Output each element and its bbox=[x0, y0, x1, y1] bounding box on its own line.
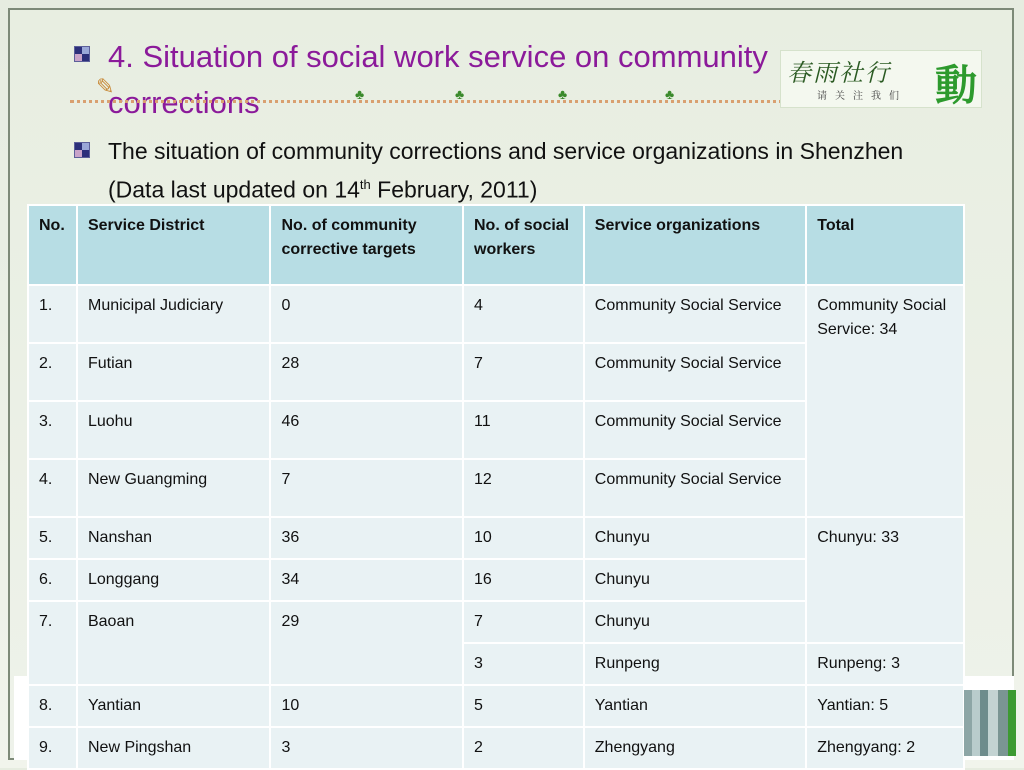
cell-workers: 12 bbox=[463, 459, 584, 517]
cell-org: Community Social Service bbox=[584, 459, 806, 517]
service-table bbox=[27, 204, 965, 770]
logo-big-text: 動 bbox=[934, 61, 977, 110]
cell-no: 4. bbox=[28, 459, 77, 517]
cell-workers: 16 bbox=[463, 559, 584, 601]
slide-title: 4. Situation of social work service on community corrections bbox=[108, 39, 768, 120]
cell-targets: 36 bbox=[270, 517, 463, 559]
cell-total-yantian: Yantian: 5 bbox=[806, 685, 964, 727]
book-icon: ✎ bbox=[96, 74, 115, 99]
cell-no: 7. bbox=[28, 601, 77, 685]
cell-workers: 7 bbox=[463, 601, 584, 643]
cell-workers: 5 bbox=[463, 685, 584, 727]
cell-district: Baoan bbox=[77, 601, 271, 685]
title-bullet-icon bbox=[74, 46, 90, 62]
table-row bbox=[28, 285, 964, 343]
col-header-district: Service District bbox=[77, 205, 271, 285]
table-row bbox=[28, 727, 964, 769]
table-header-row bbox=[28, 205, 964, 285]
cell-workers: 4 bbox=[463, 285, 584, 343]
cell-targets: 34 bbox=[270, 559, 463, 601]
cell-district: Longgang bbox=[77, 559, 271, 601]
cell-org: Yantian bbox=[584, 685, 806, 727]
subtitle-bullet-icon bbox=[74, 142, 90, 158]
cell-district: Futian bbox=[77, 343, 271, 401]
cell-total-runpeng: Runpeng: 3 bbox=[806, 643, 964, 685]
cell-org: Zhengyang bbox=[584, 727, 806, 769]
sprout-icon: ♣ bbox=[558, 86, 568, 102]
subtitle-text: The situation of community corrections and service organizations in Shenzhen (Data last updated on 14 bbox=[108, 138, 904, 203]
cell-org: Chunyu bbox=[584, 517, 806, 559]
cell-no: 5. bbox=[28, 517, 77, 559]
col-header-workers: No. of social workers bbox=[463, 205, 584, 285]
cell-workers: 2 bbox=[463, 727, 584, 769]
logo bbox=[780, 50, 982, 108]
cell-targets: 0 bbox=[270, 285, 463, 343]
subtitle bbox=[108, 134, 928, 207]
cell-org: Chunyu bbox=[584, 559, 806, 601]
cell-total-zhengyang: Zhengyang: 2 bbox=[806, 727, 964, 769]
cell-org: Community Social Service bbox=[584, 285, 806, 343]
cell-total-chunyu: Chunyu: 33 bbox=[806, 517, 964, 643]
decorative-vine bbox=[70, 100, 790, 109]
sprout-icon: ♣ bbox=[355, 86, 365, 102]
cell-district: New Guangming bbox=[77, 459, 271, 517]
cell-workers: 7 bbox=[463, 343, 584, 401]
cell-targets: 28 bbox=[270, 343, 463, 401]
cell-total-community: Community Social Service: 34 bbox=[806, 285, 964, 517]
logo-main-text: 春雨社行 bbox=[787, 59, 891, 87]
cell-no: 8. bbox=[28, 685, 77, 727]
logo-sub-text: 请关注我们 bbox=[817, 91, 907, 102]
cell-targets: 3 bbox=[270, 727, 463, 769]
cell-no: 3. bbox=[28, 401, 77, 459]
table-row bbox=[28, 517, 964, 559]
table-row bbox=[28, 685, 964, 727]
cell-workers: 10 bbox=[463, 517, 584, 559]
cell-district: New Pingshan bbox=[77, 727, 271, 769]
col-header-targets: No. of community corrective targets bbox=[270, 205, 463, 285]
cell-district: Yantian bbox=[77, 685, 271, 727]
cell-org: Chunyu bbox=[584, 601, 806, 643]
cell-no: 1. bbox=[28, 285, 77, 343]
subtitle-sup: th bbox=[359, 177, 371, 192]
cell-org: Community Social Service bbox=[584, 343, 806, 401]
cell-targets: 46 bbox=[270, 401, 463, 459]
sprout-icon: ♣ bbox=[455, 86, 465, 102]
cell-targets: 29 bbox=[270, 601, 463, 685]
subtitle-text-end: February, 2011) bbox=[370, 176, 538, 203]
cell-targets: 7 bbox=[270, 459, 463, 517]
cell-no: 9. bbox=[28, 727, 77, 769]
green-leaf-decoration bbox=[1008, 690, 1016, 756]
col-header-org: Service organizations bbox=[584, 205, 806, 285]
col-header-total: Total bbox=[806, 205, 964, 285]
col-header-no: No. bbox=[28, 205, 77, 285]
cell-workers: 3 bbox=[463, 643, 584, 685]
cell-org: Runpeng bbox=[584, 643, 806, 685]
sprout-icon: ♣ bbox=[665, 86, 675, 102]
cell-district: Luohu bbox=[77, 401, 271, 459]
cell-district: Municipal Judiciary bbox=[77, 285, 271, 343]
cell-org: Community Social Service bbox=[584, 401, 806, 459]
cell-no: 2. bbox=[28, 343, 77, 401]
cell-district: Nanshan bbox=[77, 517, 271, 559]
cell-no: 6. bbox=[28, 559, 77, 601]
cell-workers: 11 bbox=[463, 401, 584, 459]
cell-targets: 10 bbox=[270, 685, 463, 727]
